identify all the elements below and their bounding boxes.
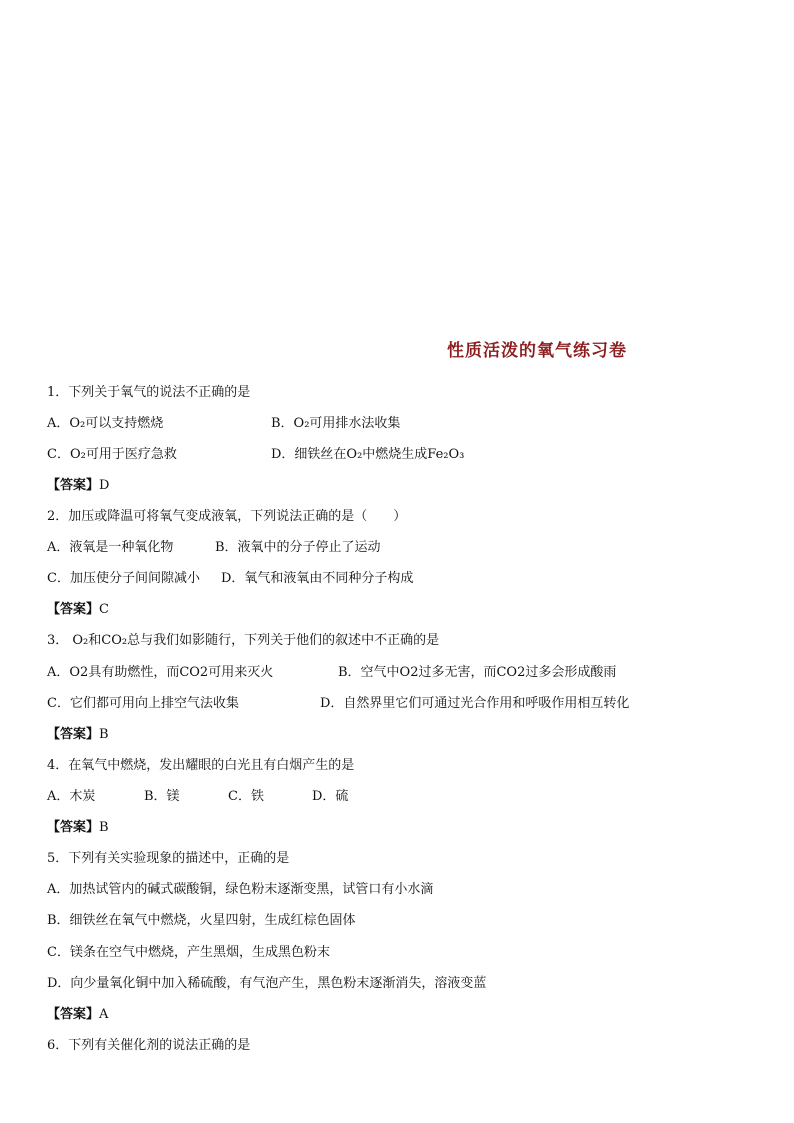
question-2-option-row-1 — [47, 539, 381, 557]
answer-value: B — [99, 727, 109, 742]
question-4-option-a: A．木炭 — [47, 789, 96, 804]
question-3-option-b: B．空气中O2过多无害，而CO2过多会形成酸雨 — [338, 665, 617, 680]
question-4-option-d: D．硫 — [312, 789, 349, 804]
question-5-option-d: D．向少量氧化铜中加入稀硫酸，有气泡产生，黑色粉末逐渐消失，溶液变蓝 — [47, 976, 487, 991]
question-4-option-c: C．铁 — [228, 789, 264, 804]
answer-label: 【答案】 — [47, 1007, 100, 1022]
question-1-option-row-2 — [47, 446, 465, 464]
question-1-option-a: A．O₂可以支持燃烧 — [47, 416, 164, 431]
question-5-stem: 5．下列有关实验现象的描述中，正确的是 — [47, 851, 290, 866]
question-1-option-d: D．细铁丝在O₂中燃烧生成Fe₂O₃ — [271, 447, 465, 462]
question-1-option-row-1 — [47, 415, 401, 433]
answer-label: 【答案】 — [47, 478, 100, 493]
question-5-option-c: C．镁条在空气中燃烧，产生黑烟，生成黑色粉末 — [47, 945, 330, 960]
question-4-answer — [47, 819, 109, 837]
question-2-option-b: B．液氧中的分子停止了运动 — [215, 540, 381, 555]
question-4-stem: 4．在氧气中燃烧，发出耀眼的白光且有白烟产生的是 — [47, 758, 355, 773]
question-3-option-row-2 — [47, 695, 630, 713]
question-2-option-row-2 — [47, 570, 414, 588]
question-3-stem: 3． O₂和CO₂总与我们如影随行，下列关于他们的叙述中不正确的是 — [47, 633, 440, 648]
question-5-option-a: A．加热试管内的碱式碳酸铜，绿色粉末逐渐变黑，试管口有小水滴 — [47, 882, 434, 897]
question-3-option-a: A．O2具有助燃性，而CO2可用来灭火 — [47, 665, 274, 680]
question-4-option-b: B．镁 — [144, 789, 180, 804]
question-2-option-c: C．加压使分子间间隙减小 — [47, 571, 200, 586]
answer-label: 【答案】 — [47, 820, 100, 835]
page-title: 性质活泼的氧气练习卷 — [447, 341, 627, 361]
question-4-options-row — [47, 788, 349, 806]
question-2-option-d: D．氧气和液氧由不同种分子构成 — [221, 571, 414, 586]
question-5-answer — [47, 1006, 108, 1024]
question-2-answer — [47, 601, 109, 619]
question-1-option-b: B．O₂可用排水法收集 — [271, 416, 401, 431]
question-3-answer — [47, 726, 109, 744]
answer-value: D — [99, 478, 110, 493]
question-1-option-c: C．O₂可用于医疗急救 — [47, 447, 177, 462]
question-3-option-d: D．自然界里它们可通过光合作用和呼吸作用相互转化 — [320, 696, 630, 711]
question-3-option-c: C．它们都可用向上排空气法收集 — [47, 696, 239, 711]
answer-label: 【答案】 — [47, 727, 100, 742]
answer-label: 【答案】 — [47, 602, 100, 617]
answer-value: C — [99, 602, 109, 617]
answer-value: A — [99, 1007, 109, 1022]
question-2-option-a: A．液氧是一种氧化物 — [47, 540, 174, 555]
question-3-option-row-1 — [47, 664, 617, 682]
question-1-answer — [47, 477, 109, 495]
question-5-option-b: B．细铁丝在氧气中燃烧，火星四射，生成红棕色固体 — [47, 913, 356, 928]
question-2-stem: 2．加压或降温可将氧气变成液氧，下列说法正确的是（ ） — [47, 509, 407, 524]
answer-value: B — [99, 820, 109, 835]
question-1-stem: 1．下列关于氧气的说法不正确的是 — [47, 385, 251, 400]
question-6-stem: 6．下列有关催化剂的说法正确的是 — [47, 1038, 251, 1053]
